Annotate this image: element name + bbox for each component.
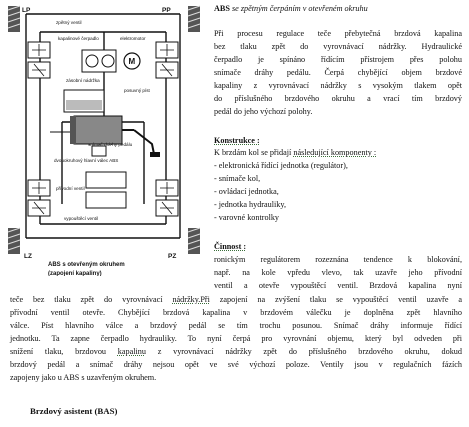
cinnost-line-0: ronickým regulátorem rozeznána tendence k blokování, (214, 255, 462, 264)
svg-text:vypouštěcí ventil: vypouštěcí ventil (64, 216, 98, 221)
full-line-3: jednotku. Ta zapne čerpadlo hydrauliky. To nyní čerpá pro vyrovnání objemu, který byl odveden při (10, 334, 462, 343)
full-line-0: teče bez tlaku zpět do vyrovnávací nádržky.Při zapojení na zvýšení tlaku se vypouštěcí ventil uzavře a (10, 295, 463, 304)
list-item: - ovládací jednotka, (214, 187, 279, 196)
p1-line-1: bez tlaku zpět do vyrovnávací nádržky. Hydraulické (214, 42, 462, 51)
cinnost-heading: Činnost : (214, 242, 247, 251)
p1-line-5: do příslušného brzdového okruhu a vrací tím brzdový (214, 94, 462, 103)
section-title: ABS se zpětným čerpáním v otevřeném okruhu (214, 4, 368, 13)
master-cylinder (74, 116, 122, 144)
full-line-1: přívodní ventil otevře. Chybějící brzdová kapalina v brzdovém válečku je doplněna zpět hlavního (10, 308, 462, 317)
p1-line-3: snímače dráhy pedálu. Čerpá chybějící objem brzdové (214, 68, 462, 77)
svg-text:elektromotor: elektromotor (120, 36, 146, 41)
list-item: - varovné kontrolky (214, 213, 280, 222)
svg-text:zásobní nádržka: zásobní nádržka (66, 78, 100, 83)
wheel-front-right-icon (188, 6, 200, 32)
list-item: - elektronická řídící jednotka (regulátor), (214, 161, 348, 170)
diagram-caption-2: (zapojení kapaliny) (48, 271, 102, 276)
full-line-2: válce. Píst hlavního válce a brzdový pedál se tím trochu posunou. Snímač dráhy informuje řídící (10, 321, 462, 330)
cinnost-line-2: ventil a otevře vypouštěcí ventil. Brzdová kapalina nyní (214, 281, 462, 290)
p1-line-4: kapaliny z vyrovnávací nádržky s vysokým tlakem opět (214, 81, 462, 90)
konstrukce-intro: K brzdám kol se přidají následující komponenty : (214, 148, 377, 157)
full-line-6: zapojeny jako u ABS s uzavřeným okruhem. (10, 373, 157, 382)
list-item: - jednotka hydrauliky, (214, 200, 286, 209)
full-line-5: brzdový pedál a snímač dráhy nejsou opět ve své výchozí poloze. Ventily jsou v regulačních fázích (10, 360, 462, 369)
cinnost-line-1: např. na kole vpředu vlevo, tak uzavře jeho přívodní (214, 268, 462, 277)
svg-text:snímač drá-hy pedálu: snímač drá-hy pedálu (88, 142, 133, 147)
wheel-front-left-icon (8, 6, 20, 32)
diagram-caption-1: ABS s otevřeným okruhem (48, 262, 125, 268)
svg-text:LP: LP (22, 7, 31, 14)
svg-text:přívodní ventil: přívodní ventil (56, 186, 85, 191)
p1-line-0: Při procesu regulace teče přebytečná brzdová kapalina (214, 29, 462, 38)
bas-heading: Brzdový asistent (BAS) (30, 406, 118, 416)
wheel-rear-right-icon (188, 228, 200, 254)
list-item: - snímače kol, (214, 174, 261, 183)
svg-text:PP: PP (162, 7, 171, 14)
svg-text:kapalinové čerpadlo: kapalinové čerpadlo (58, 36, 99, 41)
konstrukce-heading: Konstrukce : (214, 136, 260, 145)
wheel-rear-left-icon (8, 228, 20, 254)
svg-text:posuvný píst: posuvný píst (124, 88, 150, 93)
p1-line-6: pedál do jeho výchozí polohy. (214, 107, 313, 116)
abs-hydraulic-diagram (4, 4, 204, 276)
full-line-4: snížení tlaku, brzdovou kapalinu z vyrovnávací nádržky zpět do příslušného brzdového okruhu, dokud (10, 347, 462, 356)
svg-text:LZ: LZ (24, 253, 32, 260)
p1-line-2: čerpadlo je spínáno řídícím přístrojem přes polohu (214, 55, 462, 64)
svg-text:dvouokruhový hlavní válec ABS: dvouokruhový hlavní válec ABS (54, 158, 119, 163)
svg-text:zpětný ventil: zpětný ventil (56, 20, 82, 25)
svg-text:PZ: PZ (168, 253, 177, 260)
svg-text:M: M (128, 57, 136, 66)
